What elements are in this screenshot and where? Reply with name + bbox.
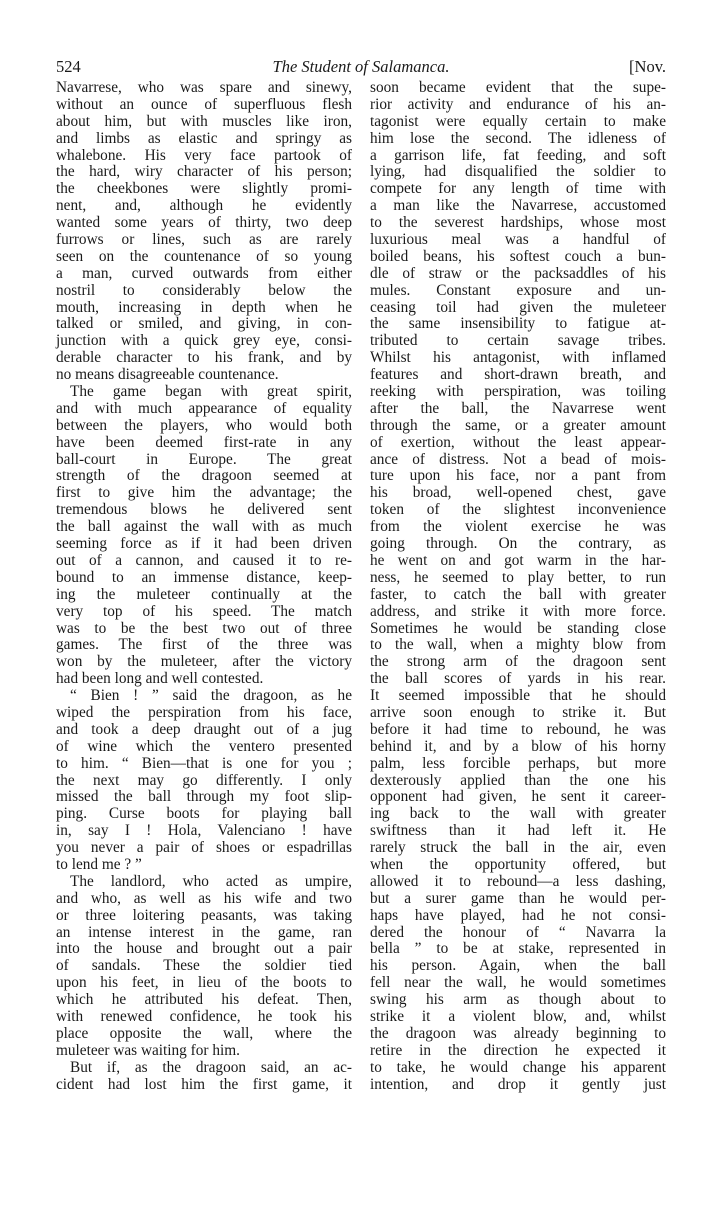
text-line: token of the slightest inconvenience [370,501,666,519]
text-line: rior activity and endurance of his an- [370,95,666,113]
text-line: a garrison life, fat feeding, and soft [370,146,666,164]
text-line: upon his feet, in lieu of the boots to [56,974,352,992]
text-line: the ball against the wall with as much [56,518,352,536]
text-line: missed the ball through my foot slip- [56,788,352,806]
text-line: mouth, increasing in depth when he [56,298,352,316]
text-line: games. The first of the three was [56,636,352,654]
text-line: The landlord, who acted as umpire, [70,872,352,890]
text-line: from the violent exercise he was [370,518,666,536]
text-line: derable character to his frank, and by [56,349,352,367]
text-line: between the players, who would both [56,416,352,434]
text-line: cident had lost him the first game, it [56,1075,352,1093]
text-line: whalebone. His very face partook of [56,146,352,164]
running-title: The Student of Salamanca. [272,57,450,76]
issue-month: [Nov. [629,57,666,76]
text-line: Navarrese, who was spare and sinewy, [56,79,352,96]
text-line: furrows or lines, such as are rarely [56,231,352,249]
text-line: wiped the perspiration from his face, [56,703,352,721]
text-line: seen on the countenance of so young [56,247,352,265]
text-line: But if, as the dragoon said, an ac- [70,1058,352,1076]
text-line: was to be the best two out of three [56,619,352,637]
text-line: It seemed impossible that he should [370,687,666,705]
text-line: place opposite the wall, where the [56,1024,352,1042]
text-line: the dragoon was already beginning to [370,1024,666,1042]
text-line: tributed to certain savage tribes. [370,332,666,350]
text-line: he went on and got warm in the har- [370,551,666,569]
text-line: an intense interest in the game, ran [56,923,352,941]
text-line: going through. On the contrary, as [370,535,666,553]
text-line: retire in the direction he expected it [370,1041,666,1059]
text-line: dered the honour of “ Navarra la [370,923,666,941]
text-line: compete for any length of time with [370,180,666,198]
text-line: swing his arm as though about to [370,991,666,1009]
text-line: junction with a quick grey eye, consi- [56,332,352,350]
text-line: luxurious meal was a handful of [370,231,666,249]
text-line: arrive soon enough to strike it. But [370,703,666,721]
text-line: in, say I ! Hola, Valenciano ! have [56,822,352,840]
text-line: and took a deep draught out of a jug [56,720,352,738]
text-line: which he attributed his defeat. Then, [56,991,352,1009]
text-line: the hard, wiry character of his person; [56,163,352,181]
text-line: ceasing toil had given the muleteer [370,298,666,316]
text-line: with renewed confidence, he took his [56,1007,352,1025]
text-line: seeming force as if it had been driven [56,535,352,553]
text-line: the next may go differently. I only [56,771,352,789]
text-line: rarely struck the ball in the air, even [370,839,666,857]
text-line: of wine which the ventero presented [56,737,352,755]
text-line: tremendous blows he delivered sent [56,501,352,519]
text-line: ing back to the wall with greater [370,805,666,823]
text-line: soon became evident that the supe- [370,79,666,96]
text-line: and limbs as elastic and springy as [56,129,352,147]
text-line: but a surer game than he would per- [370,889,666,907]
text-line: to the wall, when a mighty blow from [370,636,666,654]
text-line: to take, he would change his apparent [370,1058,666,1076]
text-line: a man like the Navarrese, accustomed [370,197,666,215]
text-line: bound to an immense distance, keep- [56,568,352,586]
text-line: had been long and well contested. [56,670,264,688]
text-line: mules. Constant exposure and un- [370,281,666,299]
text-line: or three loitering peasants, was taking [56,906,352,924]
text-line: “ Bien ! ” said the dragoon, as he [70,687,352,705]
page-number: 524 [56,57,81,76]
text-line: you never a pair of shoes or espadrillas [56,839,352,857]
text-line: bella ” to be at stake, represented in [370,940,666,958]
text-line: The game began with great spirit, [70,383,352,401]
text-line: the cheekbones were slightly promi- [56,180,352,198]
text-line: of exertion, without the least appear- [370,433,666,451]
text-line: without an ounce of superfluous flesh [56,95,352,113]
left-column [56,80,352,1093]
text-line: wanted some years of thirty, two deep [56,214,352,232]
text-line: Whilst his antagonist, with inflamed [370,349,666,367]
text-line: the strong arm of the dragoon sent [370,653,666,671]
text-line: address, and strike it with more force. [370,602,666,620]
text-line: to lend me ? ” [56,855,142,873]
text-line: talked or smiled, and giving, in con- [56,315,352,333]
text-line: lying, had disqualified the soldier to [370,163,666,181]
text-line: through the same, or a greater amount [370,416,666,434]
text-line: ping. Curse boots for playing ball [56,805,352,823]
text-line: opponent had given, he sent it career- [370,788,666,806]
text-line: strength of the dragoon seemed at [56,467,352,485]
text-line: a man, curved outwards from either [56,264,352,282]
text-line: intention, and drop it gently just [370,1075,666,1093]
text-line: and with much appearance of equality [56,399,352,417]
text-line: dexterously applied than the one his [370,771,666,789]
text-line: ness, he seemed to play better, to run [370,568,666,586]
text-line: him lose the second. The idleness of [370,129,666,147]
text-line: into the house and brought out a pair [56,940,352,958]
text-line: dle of straw or the packsaddles of his [370,264,666,282]
text-line: strike it a violent blow, and, whilst [370,1007,666,1025]
text-line: faster, to catch the ball with greater [370,585,666,603]
text-line: won by the muleteer, after the victory [56,653,352,671]
text-line: nostril to considerably below the [56,281,352,299]
text-line: first to give him the advantage; the [56,484,352,502]
text-line: behind it, and by a blow of his horny [370,737,666,755]
text-line: his person. Again, when the ball [370,957,666,975]
text-line: ing the muleteer continually at the [56,585,352,603]
text-line: out of a cannon, and caused it to re- [56,551,352,569]
text-line: haps have played, had he not consi- [370,906,666,924]
text-line: no means disagreeable countenance. [56,366,279,384]
text-line: very top of his speed. The match [56,602,352,620]
text-line: before it had time to rebound, he was [370,720,666,738]
text-line: of sandals. These the soldier tied [56,957,352,975]
text-line: the ball scores of yards in his rear. [370,670,666,688]
text-line: the same insensibility to fatigue at- [370,315,666,333]
text-line: Sometimes he would be standing close [370,619,666,637]
running-header [56,57,666,79]
text-line: swiftness than it had left it. He [370,822,666,840]
text-line: reeking with perspiration, was toiling [370,383,666,401]
text-line: about him, but with muscles like iron, [56,112,352,130]
text-line: after the ball, the Navarrese went [370,399,666,417]
text-line: allowed it to rebound—a less dashing, [370,872,666,890]
text-line: his broad, well-opened chest, gave [370,484,666,502]
text-line: ture upon his face, nor a pant from [370,467,666,485]
text-line: to him. “ Bien—that is one for you ; [56,754,352,772]
text-line: features and short-drawn breath, and [370,366,666,384]
text-line: ance of distress. Not a bead of mois- [370,450,666,468]
text-line: palm, less forcible perhaps, but more [370,754,666,772]
text-line: and who, as well as his wife and two [56,889,352,907]
right-column [370,80,666,1093]
text-line: to the severest hardships, whose most [370,214,666,232]
text-line: tagonist were equally certain to make [370,112,666,130]
text-line: nent, and, although he evidently [56,197,352,215]
text-line: when the opportunity offered, but [370,855,666,873]
text-line: ball-court in Europe. The great [56,450,352,468]
text-line: have been deemed first-rate in any [56,433,352,451]
text-line: boiled beans, his softest couch a bun- [370,247,666,265]
text-line: muleteer was waiting for him. [56,1041,240,1059]
text-line: fell near the wall, he would sometimes [370,974,666,992]
